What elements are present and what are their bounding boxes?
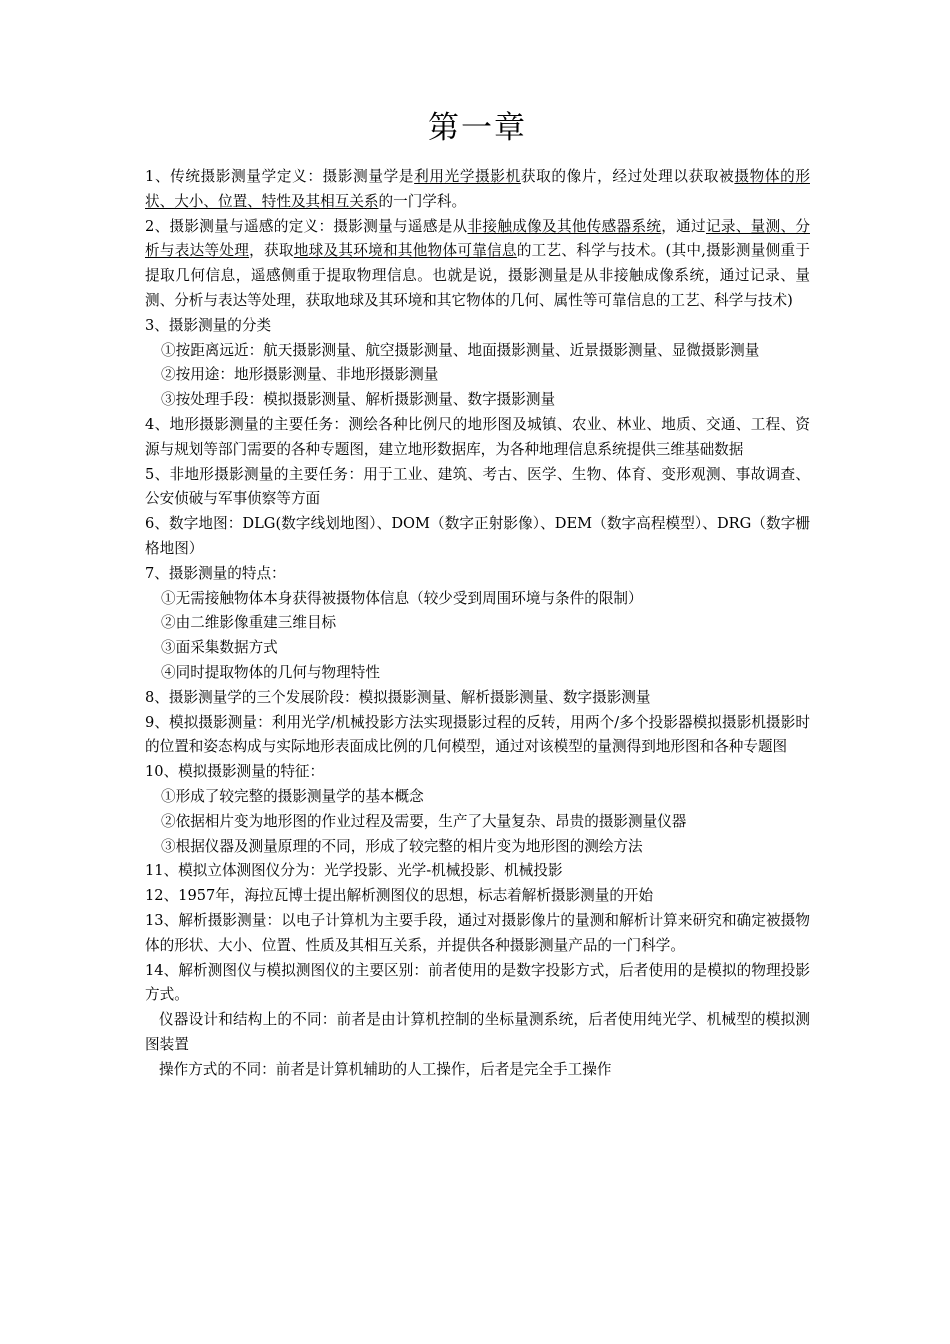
- paragraph-11: 11、模拟立体测图仪分为：光学投影、光学-机械投影、机械投影: [145, 862, 563, 880]
- paragraph-1-text-a: 1、传统摄影测量学定义：摄影测量学是: [145, 168, 415, 185]
- paragraph-1-text-b: 获取的像片，经过处理以获取被: [520, 168, 735, 185]
- paragraph-2-text-a: 2、摄影测量与遥感的定义：摄影测量与遥感是从: [145, 217, 468, 235]
- paragraph-4: 4、地形摄影测量的主要任务：测绘各种比例尺的地形图及城镇、农业、林业、地质、交通、工程、资源与规划等部门需要的各种专题图，建立地形数据库，为各种地理信息系统提供三维基础数据: [145, 415, 810, 458]
- paragraph-8: 8、摄影测量学的三个发展阶段：模拟摄影测量、解析摄影测量、数字摄影测量: [145, 688, 651, 706]
- list-item: ③根据仪器及测量原理的不同，形成了较完整的相片变为地形图的测绘方法: [161, 837, 643, 855]
- list-item: ①按距离远近：航天摄影测量、航空摄影测量、地面摄影测量、近景摄影测量、显微摄影测量: [161, 341, 760, 359]
- list-item: ③面采集数据方式: [161, 639, 278, 657]
- paragraph-10: 10、模拟摄影测量的特征：: [145, 763, 325, 781]
- list-item: ②按用途：地形摄影测量、非地形摄影测量: [161, 366, 439, 384]
- list-item: ①无需接触物体本身获得被摄物体信息（较少受到周围环境与条件的限制）: [161, 589, 643, 607]
- paragraph-2-underline-3: 地球及其环境和其他物体可靠信息: [293, 242, 517, 260]
- list-item: ①形成了较完整的摄影测量学的基本概念: [161, 787, 424, 805]
- list-item: ④同时提取物体的几何与物理特性: [161, 663, 380, 681]
- paragraph-1-underline-2: 摄物体的形状、大小、位置、特性及其相互关系: [145, 168, 810, 210]
- list-item: ②由二维影像重建三维目标: [161, 614, 337, 632]
- paragraph-9: 9、模拟摄影测量：利用光学/机械投影方法实现摄影过程的反转，用两个/多个投影器模拟摄影机摄影时的位置和姿态构成与实际地形表面成比例的几何模型，通过对该模型的量测得到地形图和各种专题图: [145, 713, 810, 756]
- paragraph-2-text-d: 的工艺、科学与技术。(其中,摄影测量侧重于提取几何信息，遥感侧重于提取物理信息。也就是说，摄影测量是从非接触成像系统，通过记录、量测、分析与表达等处理，获取地球及其环境和其它物体的几何、属性等可靠信息的工艺、科学与技术): [145, 242, 810, 309]
- paragraph-13: 13、解析摄影测量：以电子计算机为主要手段，通过对摄影像片的量测和解析计算来研究和确定被摄物体的形状、大小、位置、性质及其相互关系，并提供各种摄影测量产品的一门科学。: [145, 911, 810, 954]
- paragraph-1-text-c: 的一门学科。: [378, 192, 467, 210]
- paragraph-14-sub-a: 仪器设计和结构上的不同：前者是由计算机控制的坐标量测系统，后者使用纯光学、机械型的模拟测图装置: [145, 1011, 810, 1053]
- chapter-title: 第一章: [428, 110, 527, 146]
- paragraph-7: 7、摄影测量的特点：: [145, 564, 286, 582]
- paragraph-5: 5、非地形摄影测量的主要任务：用于工业、建筑、考古、医学、生物、体育、变形观测、事故调查、公安侦破与军事侦察等方面: [145, 465, 810, 508]
- paragraph-2: [145, 215, 810, 314]
- list-item: ②依据相片变为地形图的作业过程及需要，生产了大量复杂、昂贵的摄影测量仪器: [161, 812, 687, 830]
- paragraph-1: [145, 165, 810, 215]
- paragraph-14: 14、解析测图仪与模拟测图仪的主要区别：前者使用的是数字投影方式，后者使用的是模拟的物理投影方式。: [145, 961, 810, 1004]
- paragraph-2-underline-1: 非接触成像及其他传感器系统: [467, 217, 662, 235]
- document-page: [145, 100, 810, 1082]
- paragraph-2-text-b: ，通过: [661, 217, 706, 235]
- paragraph-2-underline-2: 记录、量测、分析与表达等处理: [145, 217, 810, 260]
- paragraph-2-text-c: ，获取: [249, 242, 294, 260]
- paragraph-1-underline-1: 利用光学摄影机: [414, 168, 521, 185]
- paragraph-14-sub-b: 操作方式的不同：前者是计算机辅助的人工操作，后者是完全手工操作: [159, 1060, 612, 1078]
- paragraph-3: 3、摄影测量的分类: [145, 316, 272, 334]
- list-item: ③按处理手段：模拟摄影测量、解析摄影测量、数字摄影测量: [161, 391, 556, 409]
- paragraph-6: 6、数字地图：DLG(数字线划地图）、DOM（数字正射影像）、DEM（数字高程模型）、DRG（数字栅格地图）: [145, 515, 810, 557]
- paragraph-12: 12、1957年，海拉瓦博士提出解析测图仪的思想，标志着解析摄影测量的开始: [145, 887, 654, 905]
